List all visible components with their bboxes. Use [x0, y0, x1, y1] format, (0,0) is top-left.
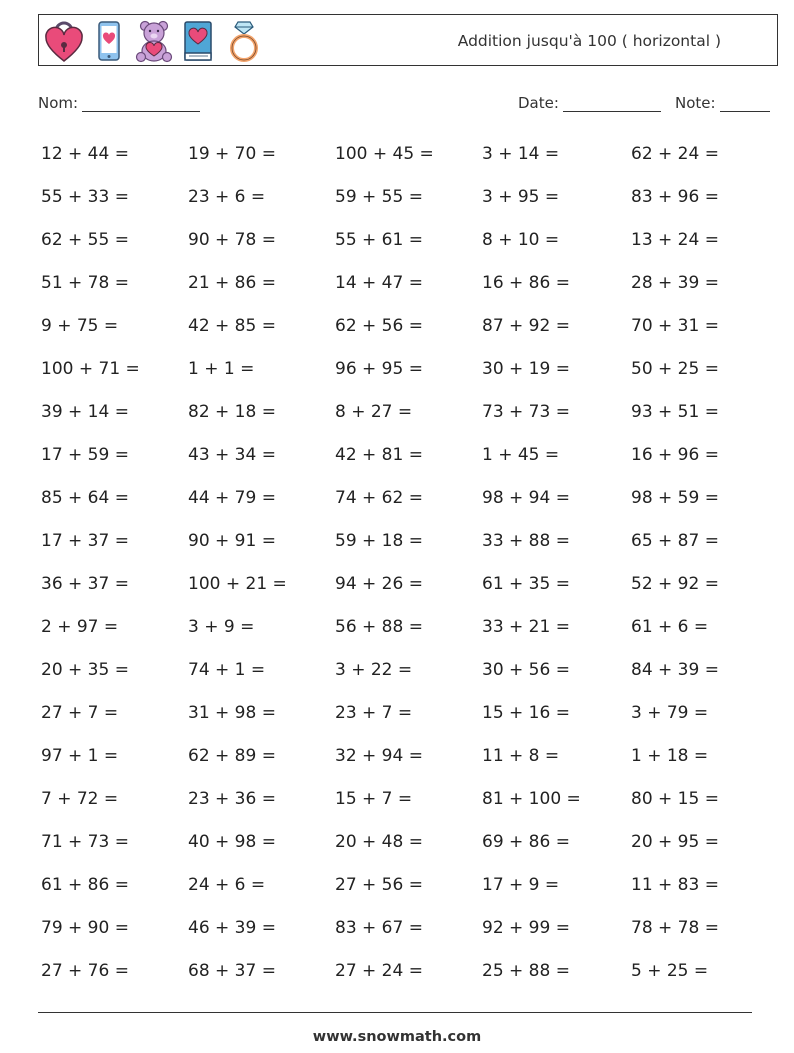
addition-problem: 65 + 87 = — [631, 531, 719, 551]
addition-problem: 1 + 1 = — [188, 359, 255, 379]
addition-problem: 56 + 88 = — [335, 617, 423, 637]
problem-row — [41, 779, 781, 822]
addition-problem: 7 + 72 = — [41, 789, 119, 809]
addition-problem: 17 + 59 = — [41, 445, 129, 465]
addition-problem: 11 + 8 = — [482, 746, 560, 766]
date-field — [518, 94, 661, 112]
addition-problem: 27 + 56 = — [335, 875, 423, 895]
addition-problem: 50 + 25 = — [631, 359, 719, 379]
score-field — [675, 94, 770, 112]
addition-problem: 27 + 24 = — [335, 961, 423, 981]
addition-problem: 20 + 35 = — [41, 660, 129, 680]
addition-problem: 90 + 91 = — [188, 531, 276, 551]
problem-row — [41, 134, 781, 177]
problem-row — [41, 392, 781, 435]
addition-problem: 83 + 96 = — [631, 187, 719, 207]
addition-problem: 94 + 26 = — [335, 574, 423, 594]
problem-row — [41, 693, 781, 736]
addition-problem: 12 + 44 = — [41, 144, 129, 164]
addition-problem: 78 + 78 = — [631, 918, 719, 938]
problem-row — [41, 220, 781, 263]
addition-problem: 83 + 67 = — [335, 918, 423, 938]
name-blank-line[interactable] — [82, 95, 200, 112]
addition-problem: 19 + 70 = — [188, 144, 276, 164]
addition-problem: 59 + 55 = — [335, 187, 423, 207]
problem-row — [41, 951, 781, 994]
problem-row — [41, 736, 781, 779]
name-label: Nom: — [38, 94, 79, 112]
addition-problem: 74 + 62 = — [335, 488, 423, 508]
love-book-icon — [177, 19, 219, 63]
addition-problem: 17 + 9 = — [482, 875, 560, 895]
date-blank-line[interactable] — [563, 95, 661, 112]
addition-problem: 21 + 86 = — [188, 273, 276, 293]
addition-problem: 20 + 95 = — [631, 832, 719, 852]
worksheet-header — [38, 14, 778, 66]
addition-problem: 69 + 86 = — [482, 832, 570, 852]
problem-row — [41, 478, 781, 521]
addition-problem: 97 + 1 = — [41, 746, 119, 766]
addition-problem: 5 + 25 = — [631, 961, 709, 981]
addition-problem: 31 + 98 = — [188, 703, 276, 723]
addition-problem: 61 + 86 = — [41, 875, 129, 895]
addition-problem: 84 + 39 = — [631, 660, 719, 680]
problem-row — [41, 263, 781, 306]
addition-problem: 71 + 73 = — [41, 832, 129, 852]
addition-problem: 96 + 95 = — [335, 359, 423, 379]
addition-problem: 17 + 37 = — [41, 531, 129, 551]
addition-problem: 3 + 14 = — [482, 144, 560, 164]
addition-problem: 93 + 51 = — [631, 402, 719, 422]
addition-problem: 92 + 99 = — [482, 918, 570, 938]
addition-problem: 25 + 88 = — [482, 961, 570, 981]
addition-problem: 33 + 88 = — [482, 531, 570, 551]
addition-problem: 16 + 96 = — [631, 445, 719, 465]
date-label: Date: — [518, 94, 559, 112]
addition-problem: 15 + 16 = — [482, 703, 570, 723]
addition-problem: 80 + 15 = — [631, 789, 719, 809]
addition-problem: 1 + 45 = — [482, 445, 560, 465]
addition-problem: 61 + 6 = — [631, 617, 709, 637]
footer-divider — [38, 1012, 752, 1013]
addition-problem: 20 + 48 = — [335, 832, 423, 852]
addition-problem: 70 + 31 = — [631, 316, 719, 336]
addition-problem: 32 + 94 = — [335, 746, 423, 766]
addition-problem: 42 + 81 = — [335, 445, 423, 465]
addition-problem: 3 + 22 = — [335, 660, 413, 680]
addition-problem: 73 + 73 = — [482, 402, 570, 422]
addition-problem: 23 + 7 = — [335, 703, 413, 723]
addition-problem: 68 + 37 = — [188, 961, 276, 981]
addition-problem: 23 + 6 = — [188, 187, 266, 207]
addition-problem: 74 + 1 = — [188, 660, 266, 680]
problem-grid — [41, 134, 781, 994]
problem-row — [41, 564, 781, 607]
diamond-ring-icon — [223, 19, 265, 63]
addition-problem: 13 + 24 = — [631, 230, 719, 250]
addition-problem: 100 + 45 = — [335, 144, 434, 164]
addition-problem: 33 + 21 = — [482, 617, 570, 637]
addition-problem: 62 + 56 = — [335, 316, 423, 336]
addition-problem: 82 + 18 = — [188, 402, 276, 422]
addition-problem: 81 + 100 = — [482, 789, 581, 809]
addition-problem: 23 + 36 = — [188, 789, 276, 809]
problem-row — [41, 435, 781, 478]
addition-problem: 14 + 47 = — [335, 273, 423, 293]
problem-row — [41, 521, 781, 564]
problem-row — [41, 908, 781, 951]
addition-problem: 52 + 92 = — [631, 574, 719, 594]
addition-problem: 98 + 94 = — [482, 488, 570, 508]
addition-problem: 24 + 6 = — [188, 875, 266, 895]
addition-problem: 36 + 37 = — [41, 574, 129, 594]
addition-problem: 42 + 85 = — [188, 316, 276, 336]
problem-row — [41, 865, 781, 908]
addition-problem: 55 + 61 = — [335, 230, 423, 250]
problem-row — [41, 177, 781, 220]
addition-problem: 27 + 7 = — [41, 703, 119, 723]
score-blank-line[interactable] — [720, 95, 770, 112]
addition-problem: 28 + 39 = — [631, 273, 719, 293]
teddy-bear-icon — [133, 19, 175, 63]
addition-problem: 39 + 14 = — [41, 402, 129, 422]
problem-row — [41, 306, 781, 349]
name-field — [38, 94, 200, 112]
problem-row — [41, 650, 781, 693]
addition-problem: 3 + 79 = — [631, 703, 709, 723]
addition-problem: 62 + 24 = — [631, 144, 719, 164]
addition-problem: 44 + 79 = — [188, 488, 276, 508]
addition-problem: 8 + 27 = — [335, 402, 413, 422]
heart-padlock-icon — [43, 19, 85, 63]
addition-problem: 100 + 71 = — [41, 359, 140, 379]
addition-problem: 87 + 92 = — [482, 316, 570, 336]
worksheet-title: Addition jusqu'à 100 ( horizontal ) — [457, 32, 721, 50]
addition-problem: 40 + 98 = — [188, 832, 276, 852]
addition-problem: 59 + 18 = — [335, 531, 423, 551]
addition-problem: 16 + 86 = — [482, 273, 570, 293]
addition-problem: 90 + 78 = — [188, 230, 276, 250]
addition-problem: 85 + 64 = — [41, 488, 129, 508]
problem-row — [41, 607, 781, 650]
phone-heart-icon — [89, 19, 131, 63]
addition-problem: 100 + 21 = — [188, 574, 287, 594]
score-label: Note: — [675, 94, 716, 112]
addition-problem: 61 + 35 = — [482, 574, 570, 594]
addition-problem: 1 + 18 = — [631, 746, 709, 766]
footer-website: www.snowmath.com — [312, 1029, 482, 1045]
addition-problem: 62 + 89 = — [188, 746, 276, 766]
addition-problem: 55 + 33 = — [41, 187, 129, 207]
addition-problem: 51 + 78 = — [41, 273, 129, 293]
addition-problem: 43 + 34 = — [188, 445, 276, 465]
addition-problem: 3 + 9 = — [188, 617, 255, 637]
addition-problem: 2 + 97 = — [41, 617, 119, 637]
addition-problem: 11 + 83 = — [631, 875, 719, 895]
addition-problem: 9 + 75 = — [41, 316, 119, 336]
addition-problem: 46 + 39 = — [188, 918, 276, 938]
addition-problem: 3 + 95 = — [482, 187, 560, 207]
addition-problem: 62 + 55 = — [41, 230, 129, 250]
addition-problem: 15 + 7 = — [335, 789, 413, 809]
problem-row — [41, 822, 781, 865]
addition-problem: 27 + 76 = — [41, 961, 129, 981]
problem-row — [41, 349, 781, 392]
addition-problem: 98 + 59 = — [631, 488, 719, 508]
addition-problem: 30 + 19 = — [482, 359, 570, 379]
addition-problem: 79 + 90 = — [41, 918, 129, 938]
addition-problem: 30 + 56 = — [482, 660, 570, 680]
addition-problem: 8 + 10 = — [482, 230, 560, 250]
